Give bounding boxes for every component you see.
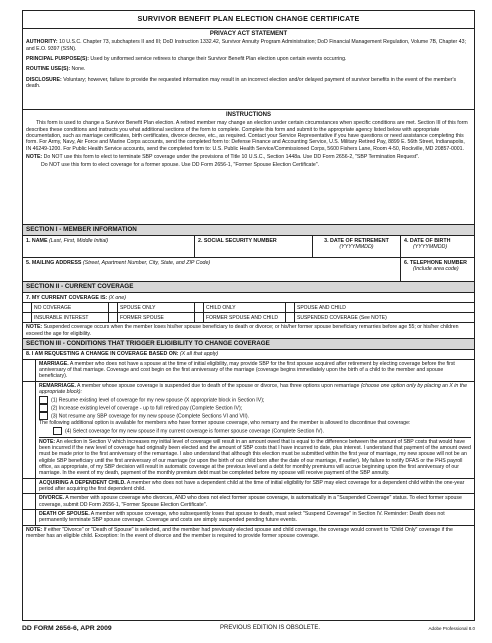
divorce-checkbox[interactable] xyxy=(23,494,36,509)
telephone-hint: (Include area code) xyxy=(413,266,459,273)
final-note-text: If either "Divorce" or "Death of Spouse" is selected, and the member had previously elected spouse and child coverage, the coverage would convert to "Child Only" coverage if the member has an eligible child. Exception: In the event of divorce and the member is required to provide former spouse coverage. xyxy=(26,526,453,540)
divorce-text-block xyxy=(36,494,474,509)
privacy-act-section xyxy=(23,29,474,110)
option-2-checkbox[interactable] xyxy=(39,404,48,412)
remarriage-checkbox[interactable] xyxy=(23,382,36,478)
instructions-heading: INSTRUCTIONS xyxy=(226,112,271,118)
remarriage-option-1 xyxy=(39,396,471,404)
dependent-child-label: ACQUIRING A DEPENDENT CHILD. xyxy=(39,479,126,486)
option-3-text: (3) Not resume any SBP coverage for my new spouse (Complete Sections VI and VII). xyxy=(51,413,249,420)
name-label: 1. NAME xyxy=(26,238,48,244)
marriage-text-block xyxy=(36,360,474,381)
former-spouse-label: FORMER SPOUSE xyxy=(118,312,195,322)
authority-label: AUTHORITY: xyxy=(26,39,58,46)
final-note xyxy=(23,525,474,541)
birth-date-label: 4. DATE OF BIRTH xyxy=(404,238,451,244)
spouse-and-child-checkbox[interactable] xyxy=(286,302,295,312)
purpose-paragraph xyxy=(23,55,474,63)
no-coverage-label: NO COVERAGE xyxy=(32,302,109,312)
death-of-spouse-label: DEATH OF SPOUSE. xyxy=(39,511,90,518)
divorce-row xyxy=(23,493,474,509)
retirement-date-field[interactable] xyxy=(313,236,401,257)
member-info-row1 xyxy=(23,236,474,258)
death-of-spouse-checkbox[interactable] xyxy=(23,510,36,525)
remarriage-label: REMARRIAGE. xyxy=(39,382,76,389)
spouse-only-label: SPOUSE ONLY xyxy=(118,302,195,312)
dependent-child-text-block xyxy=(36,479,474,494)
change-question xyxy=(23,350,474,358)
suspended-coverage-checkbox[interactable] xyxy=(286,312,295,322)
mailing-address-label: 5. MAILING ADDRESS xyxy=(26,260,82,266)
dependent-child-row xyxy=(23,478,474,494)
former-spouse-checkbox[interactable] xyxy=(109,312,118,322)
purpose-text: Used by uniformed service retirees to change their Survivor Benefit Plan election upon certain events occurring. xyxy=(90,56,347,62)
child-only-checkbox[interactable] xyxy=(195,302,204,312)
death-of-spouse-text: A member with spouse coverage, who subsequently loses that spouse to death, must select "Suspend Coverage" in Section IV. Reminder: Death does not permanently terminate SBP spouse coverage. Coverage and costs are simply suspended pending future events. xyxy=(39,511,445,524)
routine-paragraph xyxy=(23,65,474,73)
remarriage-option-2 xyxy=(39,404,471,412)
remarriage-text-block xyxy=(36,382,474,478)
insurable-interest-checkbox[interactable] xyxy=(23,312,32,322)
additional-option-text: The following additional option is available for members who have former spouse coverage, who remarry and the member is allowed to discontinue that coverage: xyxy=(39,420,411,427)
telephone-field[interactable] xyxy=(401,258,474,281)
change-question-hint: (X all that apply) xyxy=(179,351,219,358)
remarriage-row xyxy=(23,381,474,478)
coverage-note-label: NOTE: xyxy=(26,324,43,331)
spouse-only-checkbox[interactable] xyxy=(109,302,118,312)
spouse-and-child-label: SPOUSE AND CHILD xyxy=(295,302,474,312)
dependent-child-checkbox[interactable] xyxy=(23,479,36,494)
purpose-label: PRINCIPAL PURPOSE(S): xyxy=(26,56,89,62)
coverage-question xyxy=(23,293,474,302)
change-question-label: 8. I AM REQUESTING A CHANGE IN COVERAGE BASED ON: xyxy=(26,351,179,358)
coverage-question-hint: (X one) xyxy=(108,295,126,301)
instructions-note-text: Do NOT use this form to elect to terminate SBP coverage under the provisions of Title 10 U.S.C., Section 1448a. Use DD Form 2656-2, "SBP Termination Request". xyxy=(43,154,420,161)
marriage-label: MARRIAGE. xyxy=(39,360,69,367)
remarriage-note-text: An election in Section V which increases my initial level of coverage will result in an amount owed that is equal to the difference between the amount of SBP costs that would have been incurred if the new level of coverage had originally been elected and the amount of SBP costs that I have incurred to date, plus interest. I understand that payment of the amount owed must be made prior to the first anniversary of the remarriage. I also understand that although this election must be submitted within the first year of marriage, my new spouse will not be an eligible SBP beneficiary until the first anniversary of our marriage (or upon the birth of our child born after the date of our marriage, if earlier). My failure to notify DFAS or the PHS payroll office, as appropriate, of my SBP decision will result in automatic coverage at the previous level and a debt for monthly premiums will accrue beginning upon the first anniversary of our marriage. In the event of my death, payment of the monthly premium debt must be completed before my spouse will receive payment of the SBP annuity. xyxy=(39,438,471,477)
coverage-note xyxy=(23,322,474,338)
authority-paragraph xyxy=(23,38,474,53)
remarriage-hint: (choose one option only by placing an X in the appropriate block): xyxy=(39,382,467,395)
dependent-child-text: A member who does not have a dependent child at the time of initial eligibility for SBP may elect coverage for a dependent child within the one-year period after acquiring the first dependent child. xyxy=(39,479,465,493)
name-field[interactable] xyxy=(23,236,195,257)
option-3-checkbox[interactable] xyxy=(39,412,48,420)
edition-notice: PREVIOUS EDITION IS OBSOLETE. xyxy=(220,625,321,632)
form-title: SURVIVOR BENEFIT PLAN ELECTION CHANGE CERTIFICATE xyxy=(23,11,474,29)
coverage-options-grid xyxy=(23,302,474,322)
software-credit: Adobe Professional 8.0 xyxy=(428,626,475,632)
child-only-label: CHILD ONLY xyxy=(204,302,286,312)
divorce-label: DIVORCE. xyxy=(39,495,65,502)
instructions-note xyxy=(23,153,474,161)
routine-text: None. xyxy=(71,66,86,73)
former-spouse-and-child-label: FORMER SPOUSE AND CHILD xyxy=(204,312,286,322)
birth-date-field[interactable] xyxy=(401,236,474,257)
no-coverage-checkbox[interactable] xyxy=(23,302,32,312)
ssn-label: 2. SOCIAL SECURITY NUMBER xyxy=(198,238,277,244)
form-page xyxy=(22,10,475,621)
divorce-text: A member with spouse coverage who divorces, AND who does not elect former spouse coverage, is automatically in a "Suspended Coverage" status. To elect former spouse coverage, submit DD Form 2656-1, "Former Spouse Election Certificate". xyxy=(39,495,462,508)
retirement-date-hint: (YYYYMMDD) xyxy=(339,244,374,251)
section3-heading: SECTION III - CONDITIONS THAT TRIGGER ELIGIBILITY TO CHANGE COVERAGE xyxy=(23,339,474,350)
insurable-interest-label: INSURABLE INTEREST xyxy=(32,312,109,322)
remarriage-option-4 xyxy=(39,427,471,435)
instructions-note-label: NOTE: xyxy=(26,154,43,161)
remarriage-text: A member whose spouse coverage is suspended due to death of the spouse or divorce, has three options upon remarriage xyxy=(77,382,360,389)
death-of-spouse-text-block xyxy=(36,510,474,525)
marriage-text: A member who does not have a spouse at the time of initial eligibility, may provide SBP for the first spouse acquired after retirement by electing coverage before the first anniversary of that marriage. Coverage and cost begin on the first anniversary of the marriage (coverage begins immediately upon the birth of a child to the member and spouse beneficiary). xyxy=(39,360,455,380)
option-2-text: (2) Increase existing level of coverage - up to full retired pay (Complete Section IV); xyxy=(51,405,243,412)
form-footer xyxy=(22,625,475,633)
coverage-question-label: 7. MY CURRENT COVERAGE IS: xyxy=(26,295,108,301)
marriage-checkbox[interactable] xyxy=(23,360,36,381)
mailing-address-hint: (Street, Apartment Number, City, State, and ZIP Code) xyxy=(82,260,211,266)
final-note-label: NOTE: xyxy=(26,526,43,533)
form-id: DD FORM 2656-6, APR 2009 xyxy=(22,625,112,632)
section1-heading: SECTION I - MEMBER INFORMATION xyxy=(23,225,474,236)
member-info-row2 xyxy=(23,258,474,282)
current-coverage-block xyxy=(23,293,474,339)
remarriage-option-3 xyxy=(39,412,471,420)
conditions-block xyxy=(23,350,474,540)
retirement-date-label: 3. DATE OF RETIREMENT xyxy=(324,238,389,244)
ssn-field[interactable] xyxy=(195,236,313,257)
death-of-spouse-row xyxy=(23,509,474,525)
section2-heading: SECTION II - CURRENT COVERAGE xyxy=(23,282,474,293)
birth-date-hint: (YYYYMMDD) xyxy=(413,244,448,251)
former-spouse-and-child-checkbox[interactable] xyxy=(195,312,204,322)
disclosure-label: DISCLOSURE: xyxy=(26,76,62,83)
instructions-former-spouse: Do NOT use this form to elect coverage for a former spouse. Use DD Form 2656-1, "Former Spouse Election Certificate". xyxy=(41,162,320,169)
option-1-checkbox[interactable] xyxy=(39,396,48,404)
remarriage-note-label: NOTE: xyxy=(39,438,56,445)
remarriage-note xyxy=(39,437,471,477)
disclosure-text: Voluntary; however, failure to provide the requested information may result in an incorrect election and/or delayed payment of survivor benefits in the event of the member's death. xyxy=(26,76,457,90)
suspended-coverage-label: SUSPENDED COVERAGE (See NOTE) xyxy=(295,312,474,322)
mailing-address-field[interactable] xyxy=(23,258,401,281)
authority-text: 10 U.S.C. Chapter 73, subchapters II and III; DoD Instruction 1332.42, Survivor Annuity Program Administration; DoD Financial Management Regulation, Volume 7B, Chapter 43; and E.O. 9397 (SSN). xyxy=(26,39,466,52)
instructions-paragraph: This form is used to change a Survivor Benefit Plan election. A retired member may change an election under certain circumstances when specific conditions are met. Section III of this form describes these conditions and instructs you what additional sections of the form to complete. Complete this form and submit to the appropriate agency listed below with appropriate documentation, such as marriage certificates, birth certificates, divorce decree, etc., as required. Contact your Service Representative if you have questions or need assistance completing this form. For Army, Navy, Air Force and Marine Corps accounts, send the completed form to: Defense Finance and Accounting Service, U.S. Military Retired Pay, 8899 E. 56th Street, Indianapolis, IN 46249-1200. For Public Health Service accounts, send the completed form to: U.S. Public Health Service/Commissioned Corps, 5600 Fishers Lane, Room 4-50, Rockville, MD 20857-0001. xyxy=(26,120,468,152)
disclosure-paragraph xyxy=(23,76,474,91)
routine-label: ROUTINE USE(S): xyxy=(26,66,71,73)
option-4-checkbox[interactable] xyxy=(53,427,62,435)
privacy-heading: PRIVACY ACT STATEMENT xyxy=(209,31,288,37)
name-hint: (Last, First, Middle Initial) xyxy=(48,238,109,244)
coverage-note-text: Suspended coverage occurs when the member loses his/her spouse beneficiary to death or divorce; or his/her former spouse beneficiary remarries before age 55; or his/her children exceed the age for eligibility. xyxy=(26,324,459,337)
option-1-text: (1) Resume existing level of coverage for my new spouse (X appropriate block in Section IV); xyxy=(51,397,265,404)
marriage-row xyxy=(23,359,474,381)
telephone-label: 6. TELEPHONE NUMBER xyxy=(404,260,467,266)
instructions-section xyxy=(23,110,474,225)
option-4-text: (4) Select coverage for my new spouse if my current coverage is former spouse coverage (Complete Section IV). xyxy=(65,428,324,435)
